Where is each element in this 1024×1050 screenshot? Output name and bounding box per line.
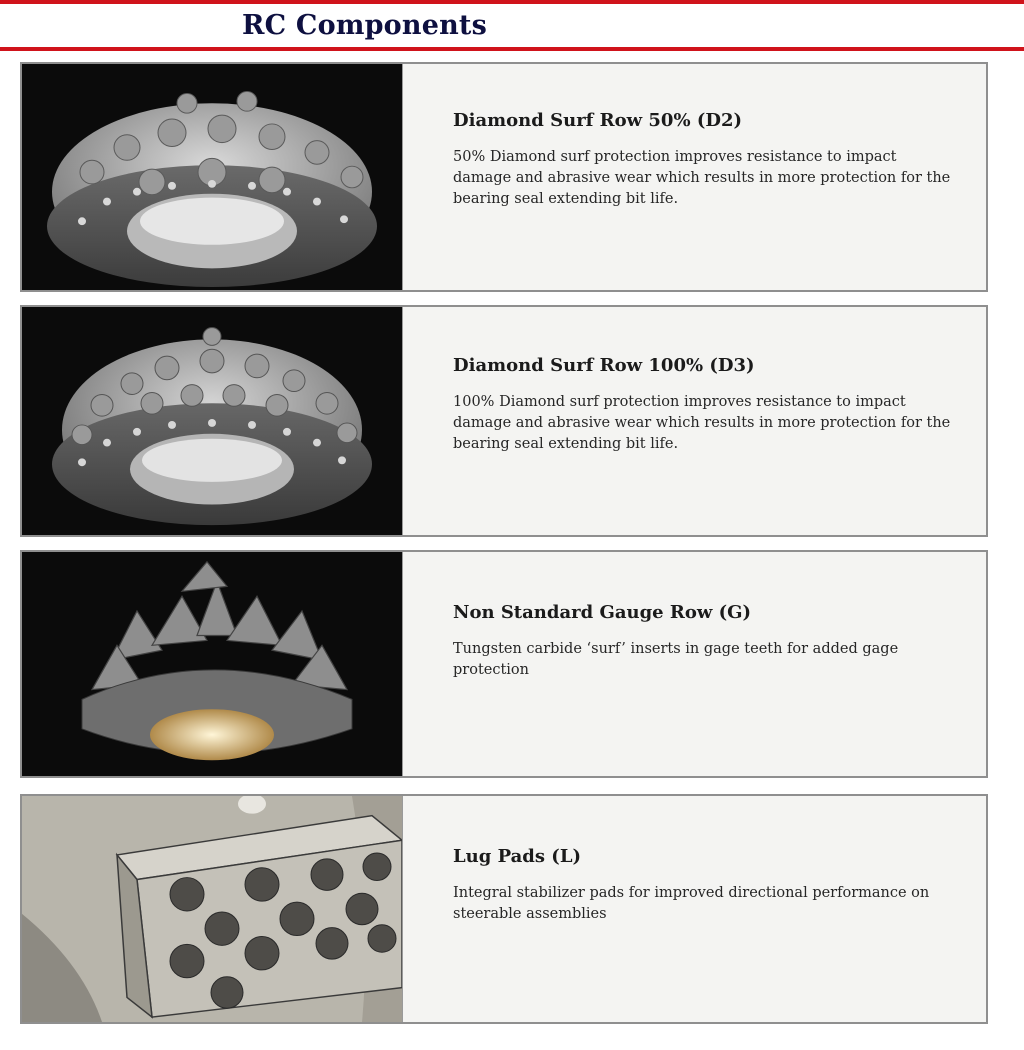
cone-bit-diamond-100-icon (22, 307, 402, 535)
component-description: 50% Diamond surf protection improves resistance to impact damage and abrasive wear which results in more protection for the bearing seal extending bit life. (453, 149, 951, 207)
lug-pad-icon (22, 796, 402, 1022)
component-text (402, 307, 986, 535)
component-description: 100% Diamond surf protection improves resistance to impact damage and abrasive wear which results in more protection for the bearing seal extending bit life. (453, 394, 951, 452)
component-card-l (20, 794, 988, 1024)
cone-bit-diamond-50-icon (22, 64, 402, 290)
top-red-rule (0, 0, 1024, 4)
page-title: RC Components (242, 10, 487, 41)
component-title: Lug Pads (L) (453, 846, 581, 867)
component-text (402, 64, 986, 290)
component-title: Diamond Surf Row 100% (D3) (453, 355, 755, 376)
component-description: Integral stabilizer pads for improved directional performance on steerable assemblies (453, 885, 930, 922)
component-card-d2 (20, 62, 988, 292)
component-title: Diamond Surf Row 50% (D2) (453, 110, 742, 131)
component-card-d3 (20, 305, 988, 537)
component-text (402, 552, 986, 776)
title-red-rule (0, 47, 1024, 51)
component-text (402, 796, 986, 1022)
component-title: Non Standard Gauge Row (G) (453, 602, 752, 623)
component-card-g (20, 550, 988, 778)
component-description: Tungsten carbide ‘surf’ inserts in gage teeth for added gage protection (453, 641, 899, 678)
cone-bit-gauge-row-icon (22, 552, 402, 776)
